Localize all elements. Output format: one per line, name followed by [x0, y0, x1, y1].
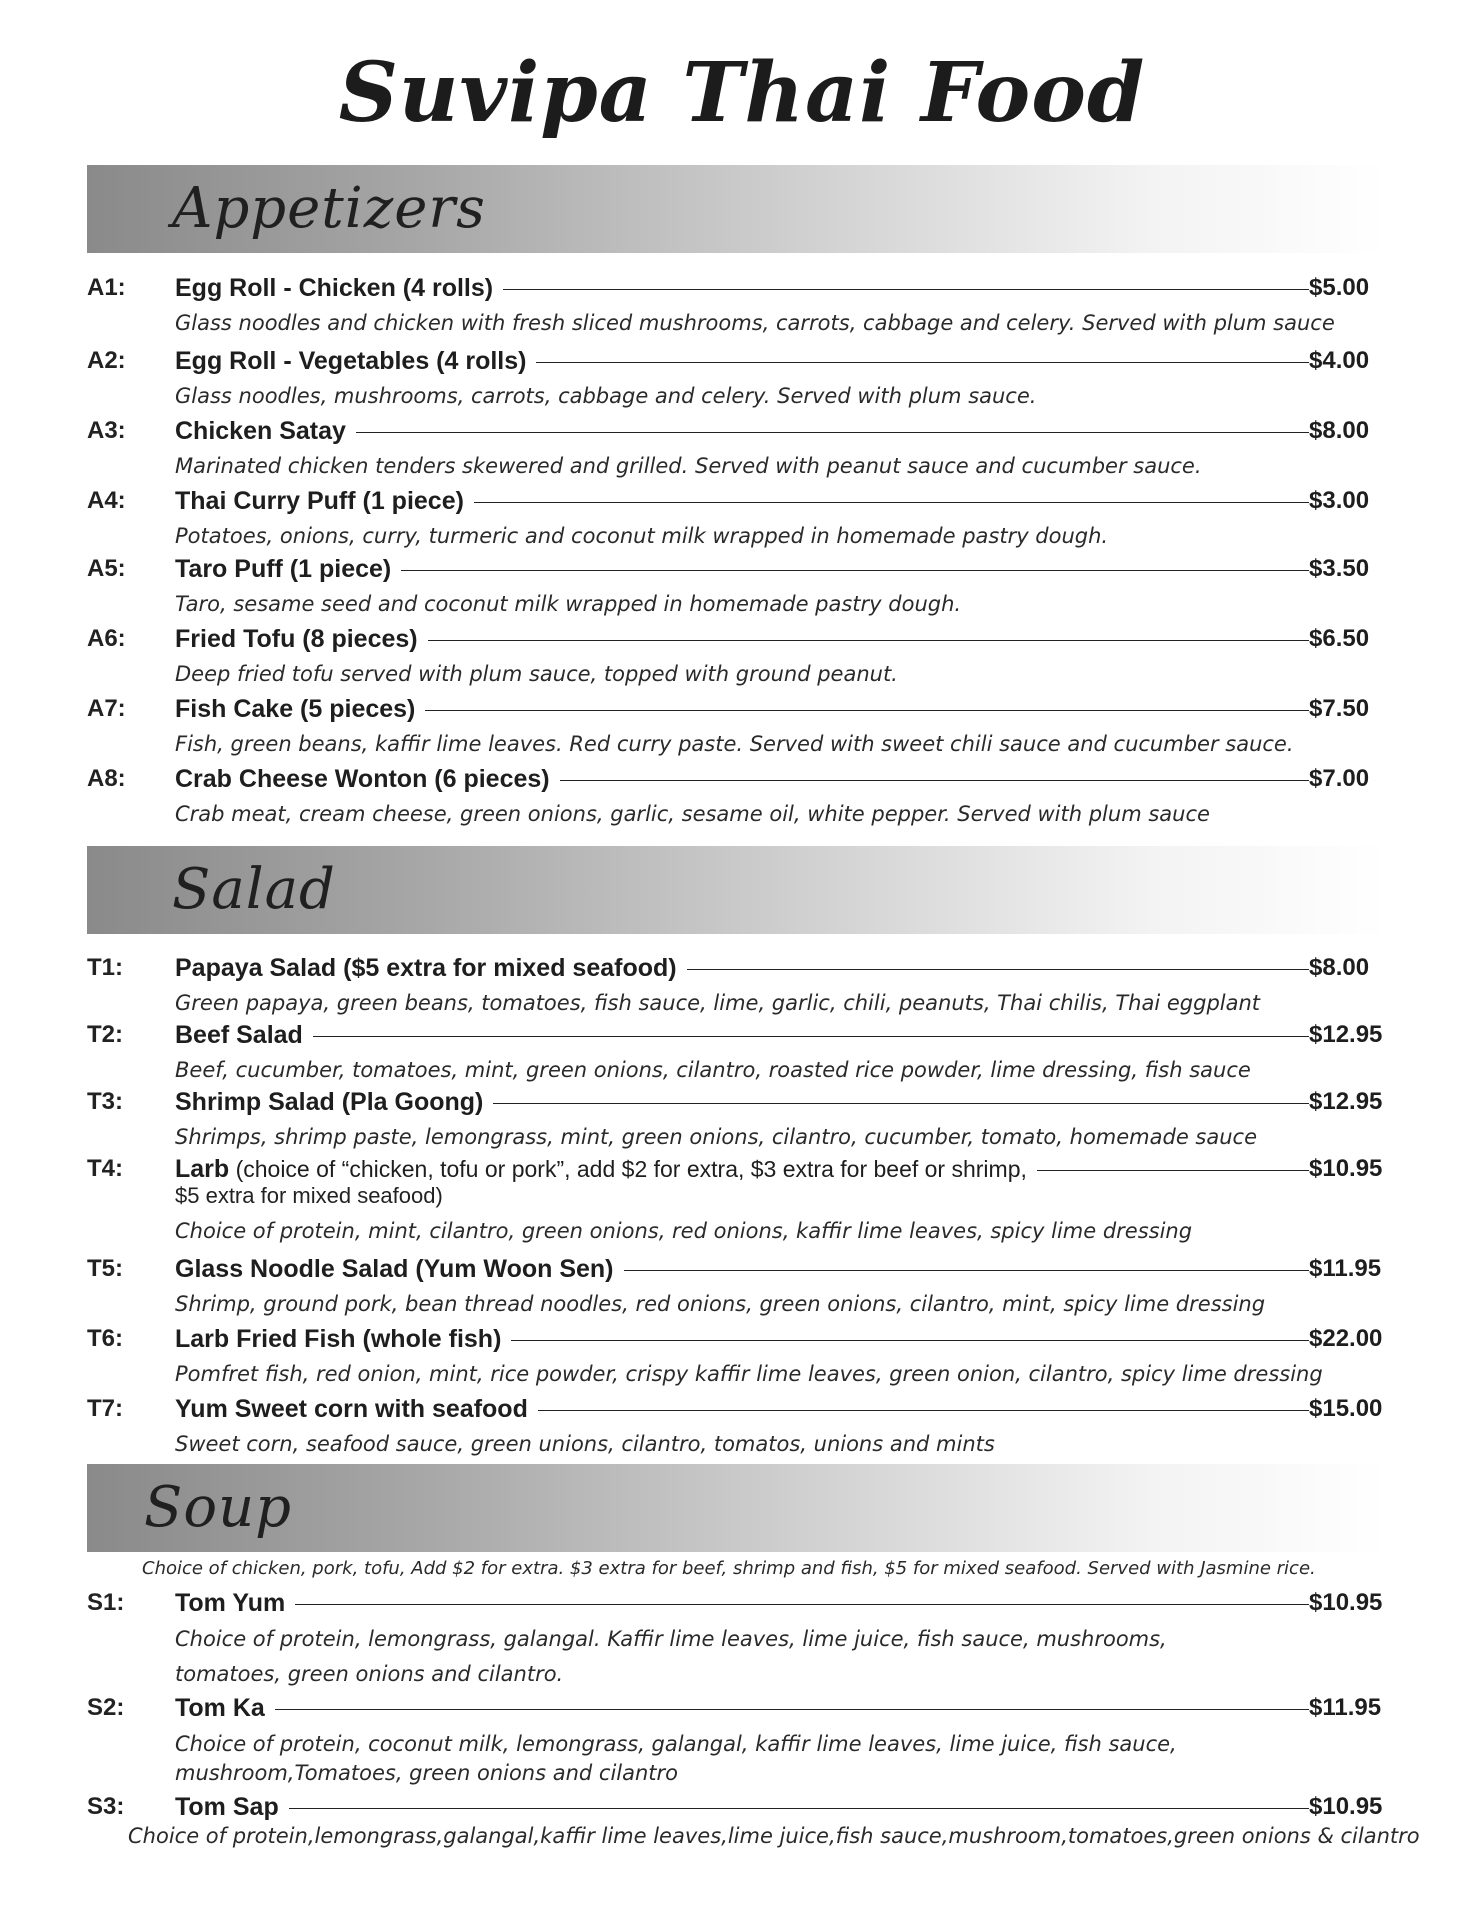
item-code: S3:	[87, 1793, 125, 1820]
item-price: $4.00	[1309, 345, 1397, 377]
salad-header	[87, 846, 1387, 934]
salad-title: Salad	[172, 857, 336, 922]
item-name: Egg Roll - Chicken (4 rolls)	[175, 272, 503, 304]
menu-item-t7	[87, 1393, 1397, 1425]
appetizers-title: Appetizers	[172, 176, 486, 241]
item-code: A8:	[87, 765, 126, 792]
menu-item-t5	[87, 1253, 1397, 1285]
item-name: Taro Puff (1 piece)	[175, 553, 401, 585]
item-name: Glass Noodle Salad (Yum Woon Sen)	[175, 1253, 624, 1285]
item-description: Choice of protein, mint, cilantro, green onions, red onions, kaffir lime leaves, spicy lime dressing	[175, 1219, 1193, 1243]
item-description: Crab meat, cream cheese, green onions, garlic, sesame oil, white pepper. Served with plum sauce	[175, 802, 1210, 826]
item-description: Glass noodles and chicken with fresh sliced mushrooms, carrots, cabbage and celery. Served with plum sauce	[175, 311, 1335, 335]
item-description: Green papaya, green beans, tomatoes, fish sauce, lime, garlic, chili, peanuts, Thai chilis, Thai eggplant	[175, 991, 1261, 1015]
item-description: Sweet corn, seafood sauce, green unions, cilantro, tomatos, unions and mints	[175, 1432, 995, 1456]
item-code: A6:	[87, 625, 126, 652]
item-name: Yum Sweet corn with seafood	[175, 1393, 538, 1425]
item-code: A4:	[87, 487, 126, 514]
dotted-leader	[187, 1604, 1309, 1605]
item-name: Thai Curry Puff (1 piece)	[175, 485, 474, 517]
item-name: Tom Yum	[175, 1587, 295, 1619]
menu-item-a6	[87, 623, 1397, 655]
item-description: Glass noodles, mushrooms, carrots, cabbage and celery. Served with plum sauce.	[175, 384, 1037, 408]
item-description: Taro, sesame seed and coconut milk wrapped in homemade pastry dough.	[175, 592, 962, 616]
item-name: Tom Ka	[175, 1692, 275, 1724]
item-name-text: Larb	[175, 1155, 230, 1183]
item-code: A5:	[87, 555, 126, 582]
item-code: T2:	[87, 1021, 123, 1048]
item-price: $11.95	[1309, 1253, 1397, 1285]
item-description: Potatoes, onions, curry, turmeric and coconut milk wrapped in homemade pastry dough.	[175, 524, 1109, 548]
menu-item-t6	[87, 1323, 1397, 1355]
item-code: S2:	[87, 1694, 125, 1721]
menu-item-s2	[87, 1692, 1397, 1724]
item-code: T3:	[87, 1088, 123, 1115]
dotted-leader	[187, 1808, 1309, 1809]
item-price: $6.50	[1309, 623, 1397, 655]
item-price: $8.00	[1309, 952, 1397, 984]
item-name: Egg Roll - Vegetables (4 rolls)	[175, 345, 536, 377]
item-price: $12.95	[1309, 1019, 1397, 1051]
item-code: A2:	[87, 347, 126, 374]
item-note-line2: $5 extra for mixed seafood)	[175, 1183, 443, 1208]
soup-intro: Choice of chicken, pork, tofu, Add $2 for extra. $3 extra for beef, shrimp and fish, $5 for mixed seafood. Served with Jasmine rice.	[142, 1558, 1316, 1579]
menu-item-a3	[87, 415, 1397, 447]
menu-item-a5	[87, 553, 1397, 585]
soup-header	[87, 1464, 1387, 1552]
item-price: $5.00	[1309, 272, 1397, 304]
item-code: T7:	[87, 1395, 123, 1422]
item-name	[175, 1153, 1037, 1185]
item-code: A3:	[87, 417, 126, 444]
item-name: Chicken Satay	[175, 415, 356, 447]
item-description: Beef, cucumber, tomatoes, mint, green onions, cilantro, roasted rice powder, lime dressing, fish sauce	[175, 1058, 1251, 1082]
item-name: Papaya Salad ($5 extra for mixed seafood)	[175, 952, 687, 984]
item-note: (choice of “chicken, tofu or pork”, add $2 for extra, $3 extra for beef or shrimp,	[229, 1156, 1027, 1182]
item-price: $3.00	[1309, 485, 1397, 517]
item-price: $7.50	[1309, 693, 1397, 725]
item-price: $8.00	[1309, 415, 1397, 447]
menu-item-s3	[87, 1791, 1397, 1823]
item-name: Fish Cake (5 pieces)	[175, 693, 425, 725]
item-code: T4:	[87, 1155, 123, 1182]
item-name: Fried Tofu (8 pieces)	[175, 623, 428, 655]
item-price: $7.00	[1309, 763, 1397, 795]
appetizers-header	[87, 165, 1387, 253]
item-description: Shrimp, ground pork, bean thread noodles, red onions, green onions, cilantro, mint, spicy lime dressing	[175, 1292, 1266, 1316]
item-code: T5:	[87, 1255, 123, 1282]
menu-item-s1	[87, 1587, 1397, 1619]
soup-title: Soup	[144, 1475, 292, 1540]
menu-item-t3	[87, 1086, 1397, 1118]
item-price: $10.95	[1309, 1153, 1397, 1185]
item-name: Tom Sap	[175, 1791, 289, 1823]
item-price: $10.95	[1309, 1587, 1397, 1619]
menu-item-t2	[87, 1019, 1397, 1051]
item-price: $10.95	[1309, 1791, 1397, 1823]
item-description: Fish, green beans, kaffir lime leaves. Red curry paste. Served with sweet chili sauce and cucumber sauce.	[175, 732, 1294, 756]
menu-item-a4	[87, 485, 1397, 517]
item-description: Choice of protein, lemongrass, galangal. Kaffir lime leaves, lime juice, fish sauce, mushrooms,	[175, 1627, 1167, 1651]
item-description-line2: mushroom,Tomatoes, green onions and cilantro	[175, 1761, 679, 1785]
menu-item-a8	[87, 763, 1397, 795]
item-description: Choice of protein,lemongrass,galangal,kaffir lime leaves,lime juice,fish sauce,mushroom,tomatoes,green onions & cilantro	[128, 1824, 1420, 1848]
item-code: S1:	[87, 1589, 125, 1616]
item-description: Choice of protein, coconut milk, lemongrass, galangal, kaffir lime leaves, lime juice, fish sauce,	[175, 1732, 1177, 1756]
item-price: $12.95	[1309, 1086, 1397, 1118]
item-name: Larb Fried Fish (whole fish)	[175, 1323, 511, 1355]
item-description-line2: tomatoes, green onions and cilantro.	[175, 1662, 564, 1686]
dotted-leader	[187, 1036, 1309, 1037]
item-price: $15.00	[1309, 1393, 1397, 1425]
menu-item-a7	[87, 693, 1397, 725]
item-price: $22.00	[1309, 1323, 1397, 1355]
menu-item-a1	[87, 272, 1397, 304]
item-name: Beef Salad	[175, 1019, 313, 1051]
item-description: Marinated chicken tenders skewered and grilled. Served with peanut sauce and cucumber sauce.	[175, 454, 1202, 478]
item-code: T1:	[87, 954, 123, 981]
menu-item-t4	[87, 1153, 1397, 1185]
item-code: A7:	[87, 695, 126, 722]
item-price: $3.50	[1309, 553, 1397, 585]
menu-item-a2	[87, 345, 1397, 377]
item-name: Crab Cheese Wonton (6 pieces)	[175, 763, 560, 795]
restaurant-title: Suvipa Thai Food	[338, 45, 1146, 141]
menu-item-t1	[87, 952, 1397, 984]
item-description: Deep fried tofu served with plum sauce, topped with ground peanut.	[175, 662, 898, 686]
dotted-leader	[187, 1709, 1309, 1710]
item-price: $11.95	[1309, 1692, 1397, 1724]
item-description: Pomfret fish, red onion, mint, rice powder, crispy kaffir lime leaves, green onion, cilantro, spicy lime dressing	[175, 1362, 1323, 1386]
item-name: Shrimp Salad (Pla Goong)	[175, 1086, 493, 1118]
item-code: A1:	[87, 274, 126, 301]
item-description: Shrimps, shrimp paste, lemongrass, mint, green onions, cilantro, cucumber, tomato, homemade sauce	[175, 1125, 1258, 1149]
item-code: T6:	[87, 1325, 123, 1352]
